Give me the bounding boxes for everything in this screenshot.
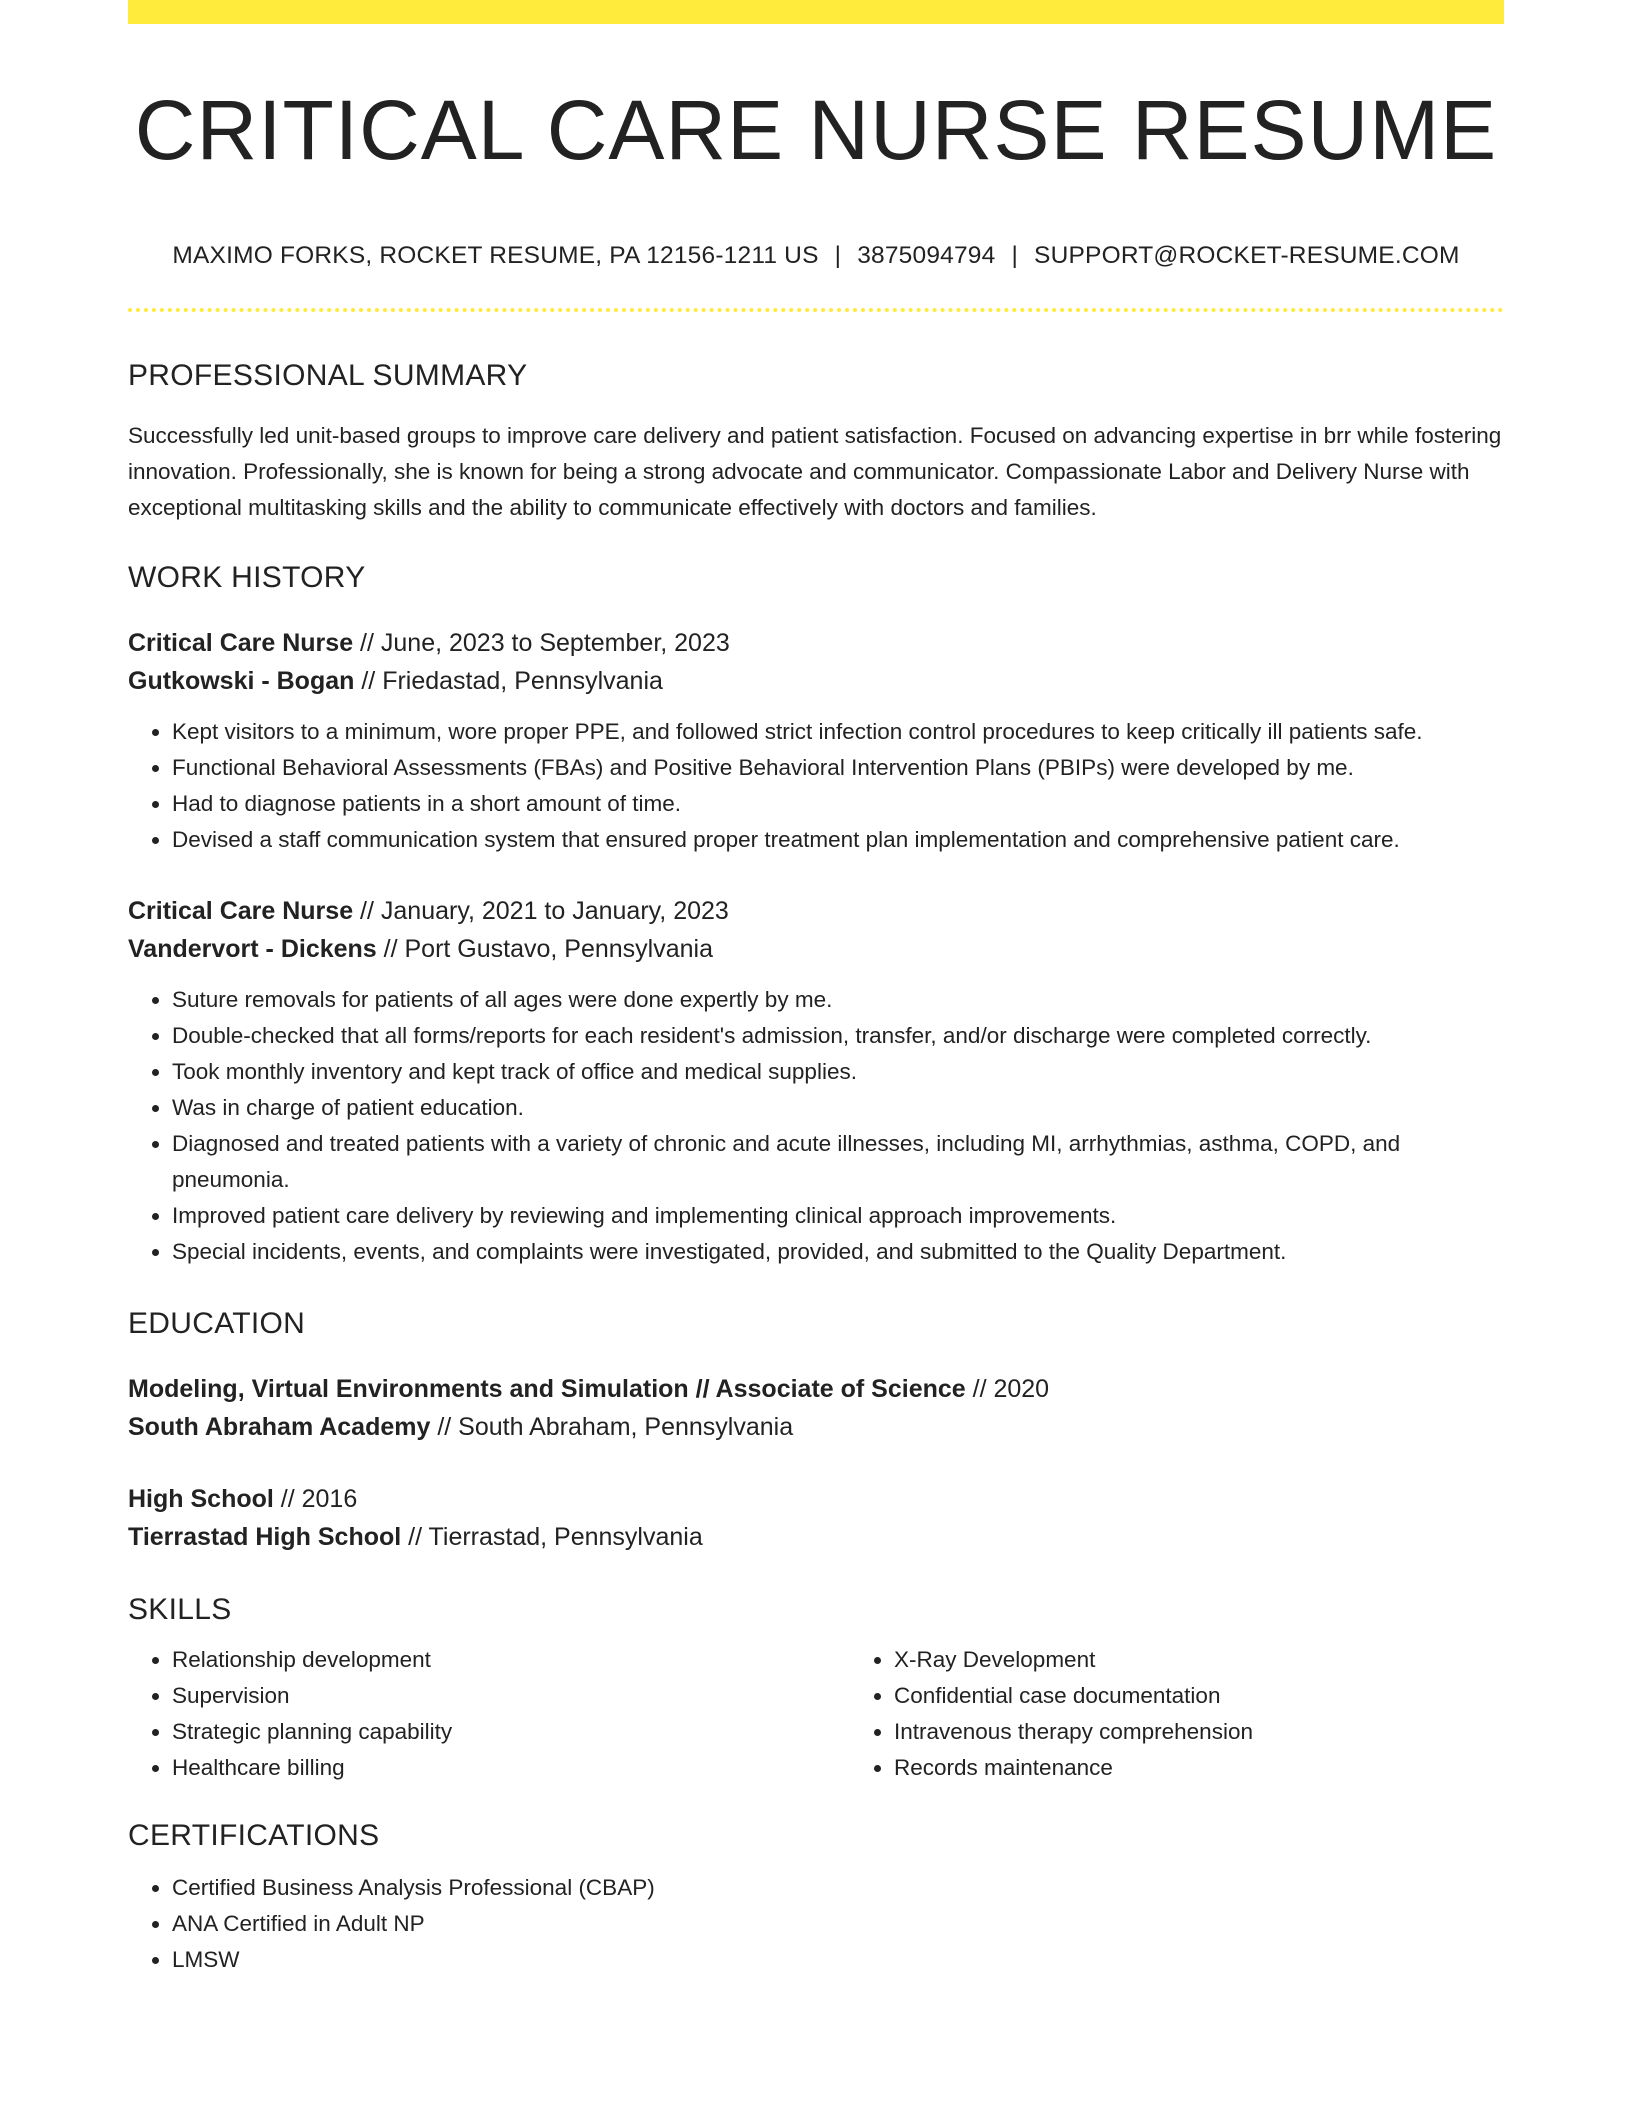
work-history-heading: WORK HISTORY [128,561,366,594]
skills-list-left [128,1642,850,1786]
job-location: // Friedastad, Pennsylvania [354,667,663,695]
job-bullets [128,982,1504,1270]
skill-item: • Supervision [172,1678,850,1714]
education-degree: Modeling, Virtual Environments and Simulation // Associate of Science [128,1375,966,1403]
education-school: Tierrastad High School [128,1523,402,1551]
education-school: South Abraham Academy [128,1413,431,1441]
skills-heading: SKILLS [128,1593,232,1626]
job-title: Critical Care Nurse [128,629,354,657]
job-bullet: • Had to diagnose patients in a short amount of time. [172,786,1504,822]
education-degree-line [128,1480,1504,1518]
certification-item: • Certified Business Analysis Professional (CBAP) [172,1870,1504,1906]
job-company-line [128,930,1504,968]
job-company: Gutkowski - Bogan [128,667,355,695]
education-degree: High School [128,1485,274,1513]
job-bullet: • Devised a staff communication system that ensured proper treatment plan implementation and comprehensive patient care. [172,822,1504,858]
job-title-line [128,892,1504,930]
job-bullet: • Was in charge of patient education. [172,1090,1504,1126]
job-bullet: • Kept visitors to a minimum, wore proper PPE, and followed strict infection control procedures to keep critically ill patients safe. [172,714,1504,750]
contact-line [128,240,1504,272]
job-company-line [128,662,1504,700]
skill-item: • Strategic planning capability [172,1714,850,1750]
education-degree-line [128,1370,1504,1408]
skill-item: • Intravenous therapy comprehension [894,1714,1572,1750]
job-title: Critical Care Nurse [128,897,354,925]
education-location: // Tierrastad, Pennsylvania [401,1523,703,1551]
education-location: // South Abraham, Pennsylvania [430,1413,794,1441]
contact-separator: | [834,242,842,269]
contact-phone: 3875094794 [857,242,996,269]
certification-item: • ANA Certified in Adult NP [172,1906,1504,1942]
job-location: // Port Gustavo, Pennsylvania [376,935,713,963]
skills-list-right [850,1642,1572,1786]
dotted-divider [128,308,1504,312]
certification-item: • LMSW [172,1942,1504,1978]
skill-item: • Records maintenance [894,1750,1572,1786]
summary-text: Successfully led unit-based groups to improve care delivery and patient satisfaction. Focused on advancing expertise in brr while fostering innovation. Professionally, she is known for being a strong advocate and communicator. Compassionate Labor and Delivery Nurse with exceptional multitasking skills and the ability to communicate effectively with doctors and families. [128,423,1502,520]
skill-item: • X-Ray Development [894,1642,1572,1678]
contact-address: MAXIMO FORKS, ROCKET RESUME, PA 12156-1211 US [172,242,819,269]
job-bullet: • Diagnosed and treated patients with a variety of chronic and acute illnesses, including MI, arrhythmias, asthma, COPD, and pneumonia. [172,1126,1504,1198]
certifications-heading: CERTIFICATIONS [128,1819,380,1852]
job-bullet: • Improved patient care delivery by reviewing and implementing clinical approach improvements. [172,1198,1504,1234]
job-dates: // June, 2023 to September, 2023 [353,629,730,657]
education-school-line [128,1408,1504,1446]
resume-page [128,0,1504,1978]
skill-item: • Healthcare billing [172,1750,850,1786]
skill-item: • Relationship development [172,1642,850,1678]
skills-columns [128,1642,1504,1786]
job-entry [128,892,1504,968]
education-year: // 2016 [273,1485,358,1513]
contact-email[interactable]: SUPPORT@ROCKET-RESUME.COM [1034,242,1460,269]
job-dates: // January, 2021 to January, 2023 [353,897,729,925]
summary-heading: PROFESSIONAL SUMMARY [128,359,528,392]
education-school-line [128,1518,1504,1556]
job-entry [128,624,1504,700]
education-heading: EDUCATION [128,1307,306,1340]
education-entry [128,1480,1504,1556]
job-bullet: • Took monthly inventory and kept track of office and medical supplies. [172,1054,1504,1090]
job-bullet: • Special incidents, events, and complaints were investigated, provided, and submitted to the Quality Department. [172,1234,1504,1270]
job-bullet: • Functional Behavioral Assessments (FBAs) and Positive Behavioral Intervention Plans (PBIPs) were developed by me. [172,750,1504,786]
contact-separator: | [1011,242,1019,269]
resume-title: CRITICAL CARE NURSE RESUME [134,83,1498,177]
education-entry [128,1370,1504,1446]
job-bullet: • Double-checked that all forms/reports for each resident's admission, transfer, and/or discharge were completed correctly. [172,1018,1504,1054]
job-company: Vandervort - Dickens [128,935,377,963]
skill-item: • Confidential case documentation [894,1678,1572,1714]
education-year: // 2020 [965,1375,1050,1403]
job-bullet: • Suture removals for patients of all ages were done expertly by me. [172,982,1504,1018]
certifications-list [128,1870,1504,1978]
job-title-line [128,624,1504,662]
job-bullets [128,714,1504,858]
